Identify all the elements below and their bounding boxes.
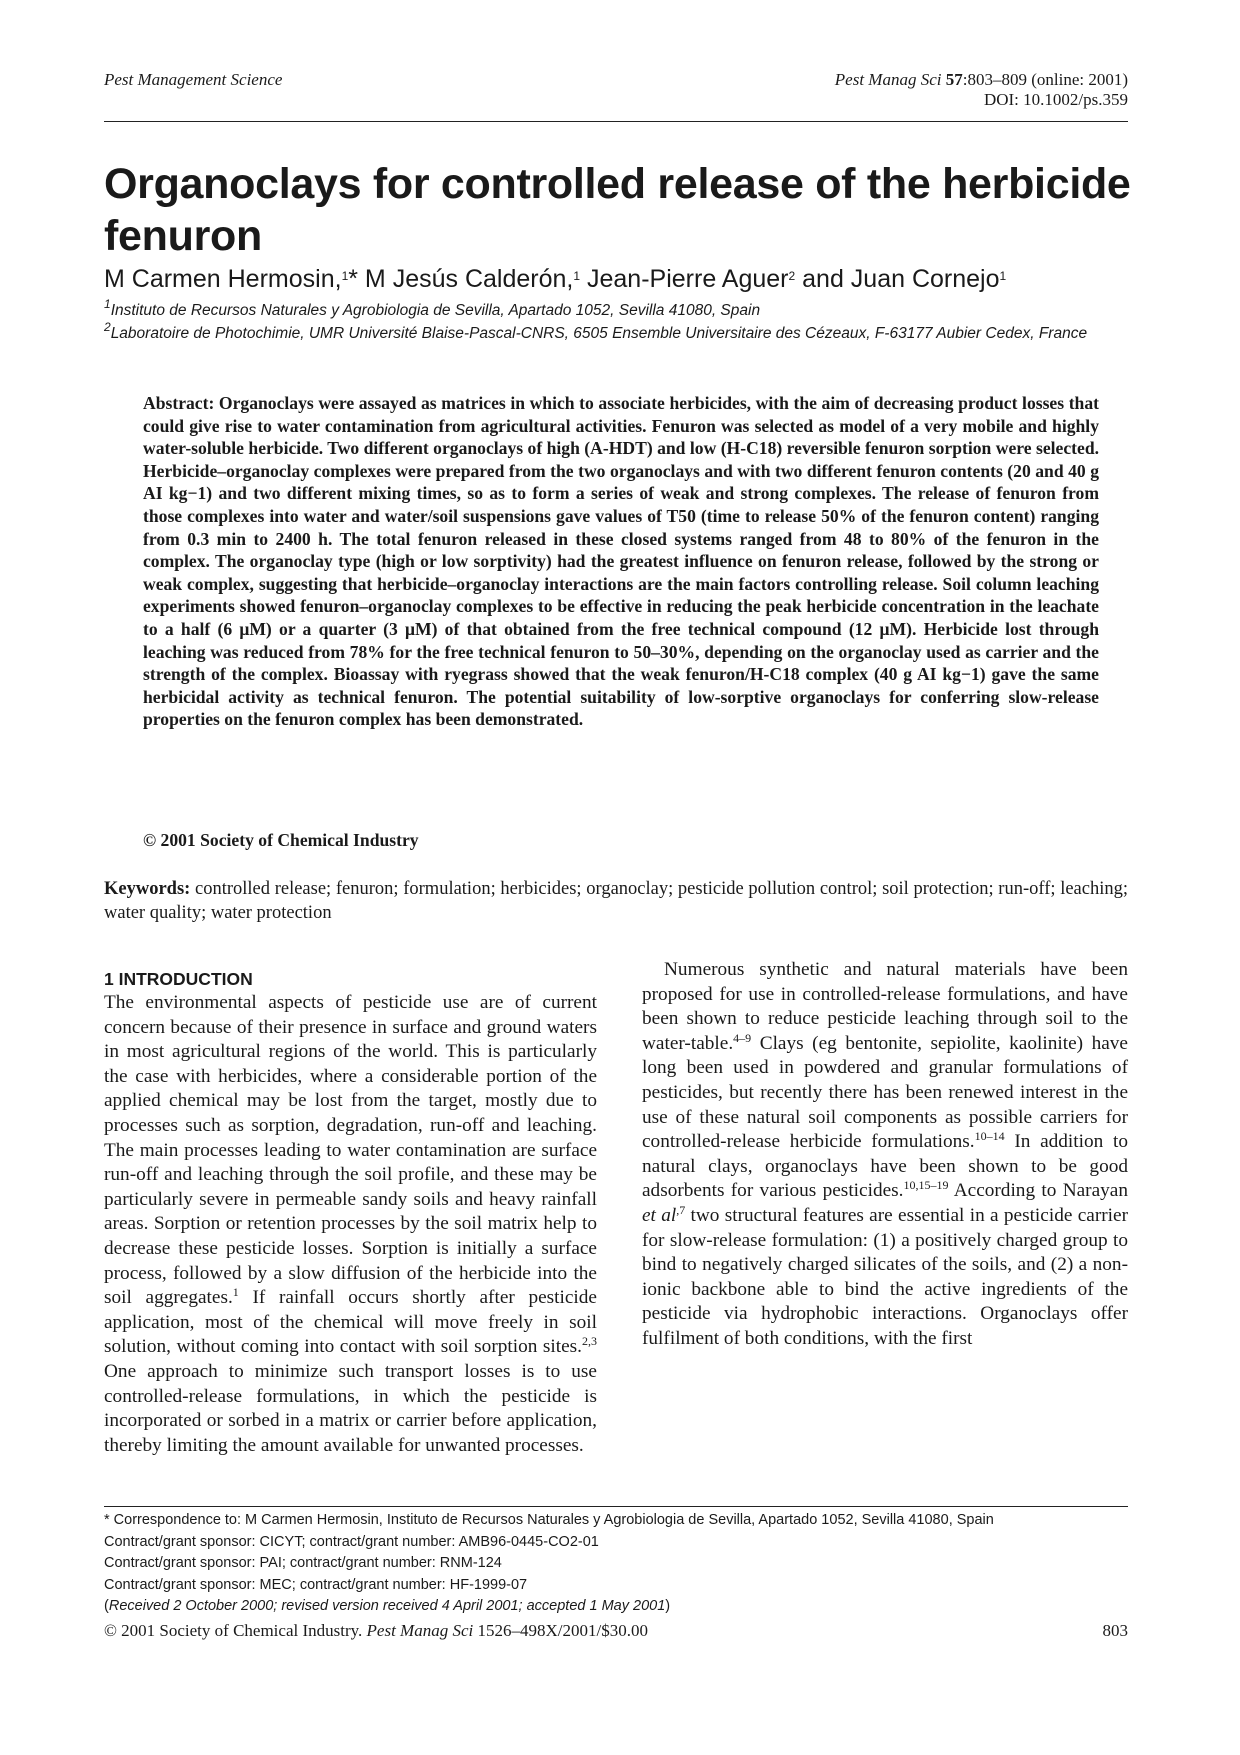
keywords <box>104 877 1128 925</box>
footer-journal: Pest Manag Sci <box>366 1621 474 1640</box>
affiliation-1 <box>104 299 1134 322</box>
author-affiliation-mark: 1 <box>573 269 581 283</box>
keywords-text: controlled release; fenuron; formulation; herbicides; organoclay; pesticide pollution control; soil protection; run-off; leaching; water quality; water protection <box>104 879 1128 923</box>
author-affiliation-mark: 1 <box>341 269 349 283</box>
author-name: M Jesús Calderón, <box>357 265 574 293</box>
article-title: Organoclays for controlled release of the herbicide fenuron <box>104 160 1131 260</box>
keywords-label: Keywords: <box>104 879 191 899</box>
footnote-rule <box>104 1506 1128 1507</box>
received-dates: Received 2 October 2000; revised version received 4 April 2001; accepted 1 May 2001 <box>108 1598 666 1614</box>
citation-ref: 4–9 <box>733 1030 752 1045</box>
footer-copyright <box>104 1621 648 1641</box>
grant-note: Contract/grant sponsor: PAI; contract/grant number: RNM-124 <box>104 1555 502 1571</box>
footer-issn: 1526–498X/2001/$30.00 <box>477 1621 648 1640</box>
affiliation-2 <box>104 322 1134 345</box>
corresponding-author-mark: * <box>348 265 358 293</box>
body-column-left <box>104 967 597 1458</box>
journal-name: Pest Management Science <box>104 70 283 89</box>
paragraph-1 <box>104 991 597 1458</box>
abstract-copyright: © 2001 Society of Chemical Industry <box>143 830 419 850</box>
citation-pages: :803–809 (online: 2001) <box>962 70 1128 89</box>
doi: DOI: 10.1002/ps.359 <box>983 90 1128 109</box>
author-affiliation-mark: 1 <box>999 269 1007 283</box>
grant-note: Contract/grant sponsor: MEC; contract/grant number: HF-1999-07 <box>104 1576 528 1593</box>
citation-ref: 10–14 <box>974 1129 1005 1144</box>
paragraph-text: According to Narayan <box>948 1180 1128 1202</box>
author-name: M Carmen Hermosin, <box>104 265 342 293</box>
paragraph-text: Clays (eg bentonite, sepiolite, kaolinite) have long been used in powdered and granular formulations of pesticides, but recently there has been renewed interest in the use of these natural soil components as possible carriers for controlled-release herbicide formulations. <box>642 1032 1128 1153</box>
page-number: 803 <box>1102 1621 1128 1640</box>
footer-copyright-text: © 2001 Society of Chemical Industry. <box>104 1621 363 1640</box>
paragraph-text: two structural features are essential in a pesticide carrier for slow-release formulation: (1) a positively charged group to bind to negatively charged silicates of the soils, and (2) a non-ionic backbone able to bind the active ingredients of the pesticide via hydrophobic interactions. Organoclays offer fulfilment of both conditions, with the first <box>642 1204 1128 1349</box>
paragraph-text: If rainfall occurs shortly after pesticide application, most of the chemical will move freely in soil solution, without coming into contact with soil sorption sites. <box>104 1287 597 1358</box>
affiliation-mark: 1 <box>104 297 111 311</box>
abstract-text: Abstract: Organoclays were assayed as matrices in which to associate herbicides, with the aim of decreasing product losses that could give rise to water contamination from agricultural activities. Fenuron was selected as model of a very mobile and highly water-soluble herbicide. Two different organoclays of high (A-HDT) and low (H-C18) reversible fenuron sorption were selected. Herbicide–organoclay complexes were prepared from the two organoclays and with two different fenuron contents (20 and 40 g AI kg−1) and two different mixing times, so as to form a series of weak and strong complexes. The release of fenuron from those complexes into water and water/soil suspensions gave values of T50 (time to release 50% of the fenuron content) ranging from 0.3 min to 2400 h. The total fenuron released in these closed systems ranged from 48 to 80% of the fenuron in the complex. The organoclay type (high or low sorptivity) had the greatest influence on fenuron release, followed by the strong or weak complex, suggesting that herbicide–organoclay interactions are the main factors controlling release. Soil column leaching experiments showed fenuron–organoclay complexes to be effective in reducing the peak herbicide concentration in the leachate to a half (6 μM) or a quarter (3 μM) of that obtained from the free technical compound (12 μM). Herbicide lost through leaching was reduced from 78% for the free technical fenuron to 50–30%, depending on the organoclay used as carrier and the strength of the complex. Bioassay with ryegrass showed that the weak fenuron/H-C18 complex (40 g AI kg−1) gave the same herbicidal activity as technical fenuron. The potential suitability of low-sorptive organoclays for conferring slow-release properties on the fenuron complex has been demonstrated. <box>143 393 1099 730</box>
et-al: et al <box>642 1204 677 1226</box>
affiliation-text: Laboratoire de Photochimie, UMR Université Blaise-Pascal-CNRS, 6505 Ensemble Universitaire des Cézeaux, F-63177 Aubier Cedex, France <box>110 325 1088 342</box>
correspondence-note: * Correspondence to: M Carmen Hermosin, Instituto de Recursos Naturales y Agrobiologia de Sevilla, Apartado 1052, Sevilla 41080, Spain <box>104 1512 994 1528</box>
grant-note: Contract/grant sponsor: CICYT; contract/grant number: AMB96-0445-CO2-01 <box>104 1533 599 1550</box>
paragraph-text: In addition to natural clays, organoclays have been shown to be good adsorbents for various pesticides. <box>642 1131 1128 1202</box>
paragraph-2 <box>642 958 1128 1352</box>
citation-block <box>835 70 1128 110</box>
affiliation-mark: 2 <box>104 320 111 334</box>
author-name: and Juan Cornejo <box>795 265 1000 293</box>
citation-journal: Pest Manag Sci <box>834 70 942 89</box>
affiliation-text: Instituto de Recursos Naturales y Agrobiologia de Sevilla, Apartado 1052, Sevilla 41080, Spain <box>110 302 761 319</box>
paragraph-text: Numerous synthetic and natural materials have been proposed for use in controlled-release formulations, and have been shown to reduce pesticide leaching through soil to the water-table. <box>642 959 1128 1054</box>
author-list <box>104 265 1006 294</box>
citation-ref: 2,3 <box>582 1334 597 1349</box>
footnotes <box>104 1510 1134 1618</box>
citation-ref: 1 <box>232 1285 239 1300</box>
citation-ref: 10,15–19 <box>903 1178 949 1193</box>
body-column-right <box>642 958 1128 1352</box>
header-rule <box>104 121 1128 122</box>
abstract <box>143 392 1099 731</box>
citation-ref: ,7 <box>676 1202 686 1217</box>
author-name: Jean-Pierre Aguer <box>580 265 789 293</box>
paragraph-text: The environmental aspects of pesticide use are of current concern because of their presence in surface and ground waters in most agricultural regions of the world. This is particularly the case with herbicides, where a considerable portion of the applied chemical may be lost from the target, mostly due to processes such as sorption, degradation, run-off and leaching. The main processes leading to water contamination are surface run-off and leaching through the soil profile, and these may be particularly severe in permeable sandy soils and heavy rainfall areas. Sorption or retention processes by the soil matrix help to decrease these pesticide losses. Sorption is initially a surface process, followed by a slow diffusion of the herbicide into the soil aggregates. <box>104 992 597 1309</box>
received-note: (Received 2 October 2000; revised version received 4 April 2001; accepted 1 May 2001) <box>104 1598 671 1614</box>
citation-volume: 57 <box>945 70 963 89</box>
citation-line <box>835 70 1128 90</box>
section-heading: 1 INTRODUCTION <box>104 969 253 989</box>
paragraph-text: One approach to minimize such transport losses is to use controlled-release formulations, in which the pesticide is incorporated or sorbed in a matrix or carrier before application, thereby limiting the amount available for unwanted processes. <box>104 1360 597 1456</box>
author-affiliation-mark: 2 <box>788 269 796 283</box>
